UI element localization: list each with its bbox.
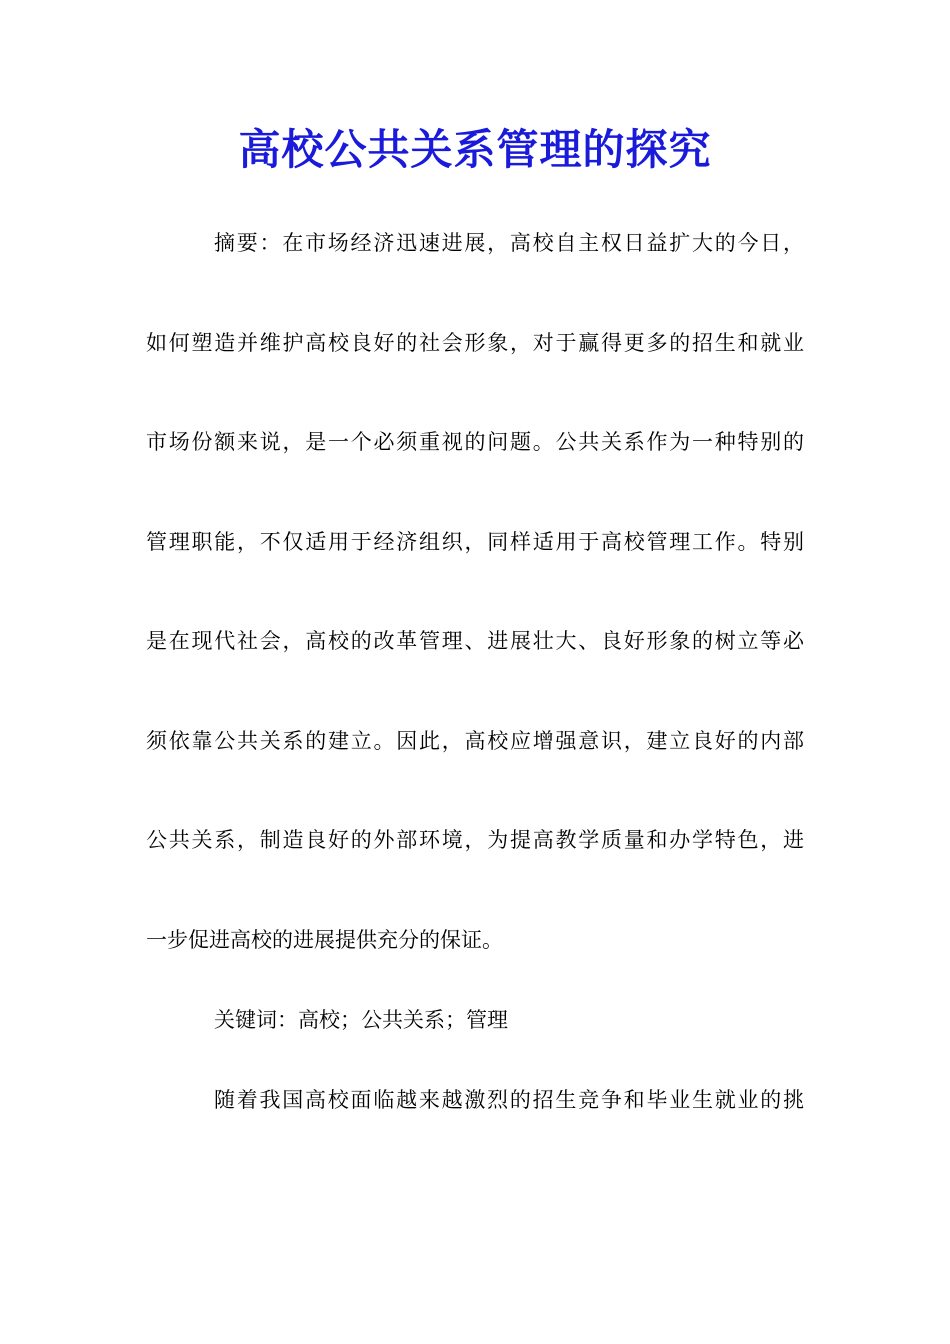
abstract-line-4: 管理职能，不仅适用于经济组织，同样适用于高校管理工作。特别 [146,530,804,554]
abstract-line-3: 市场份额来说，是一个必须重视的问题。公共关系作为一种特别的 [146,430,804,454]
abstract-line-5: 是在现代社会，高校的改革管理、进展壮大、良好形象的树立等必 [146,629,804,653]
abstract-line-2: 如何塑造并维护高校良好的社会形象，对于赢得更多的招生和就业 [146,331,804,355]
body-paragraph-line-1: 随着我国高校面临越来越激烈的招生竞争和毕业生就业的挑 [214,1088,804,1112]
abstract-line-6: 须依靠公共关系的建立。因此，高校应增强意识，建立良好的内部 [146,729,804,753]
document-title: 高校公共关系管理的探究 [238,125,712,174]
abstract-line-7: 公共关系，制造良好的外部环境，为提高教学质量和办学特色，进 [146,828,804,852]
keywords-line: 关键词：高校；公共关系；管理 [214,1008,508,1032]
abstract-line-1: 摘要：在市场经济迅速进展，高校自主权日益扩大的今日， [214,231,804,255]
abstract-line-8: 一步促进高校的进展提供充分的保证。 [146,928,503,952]
